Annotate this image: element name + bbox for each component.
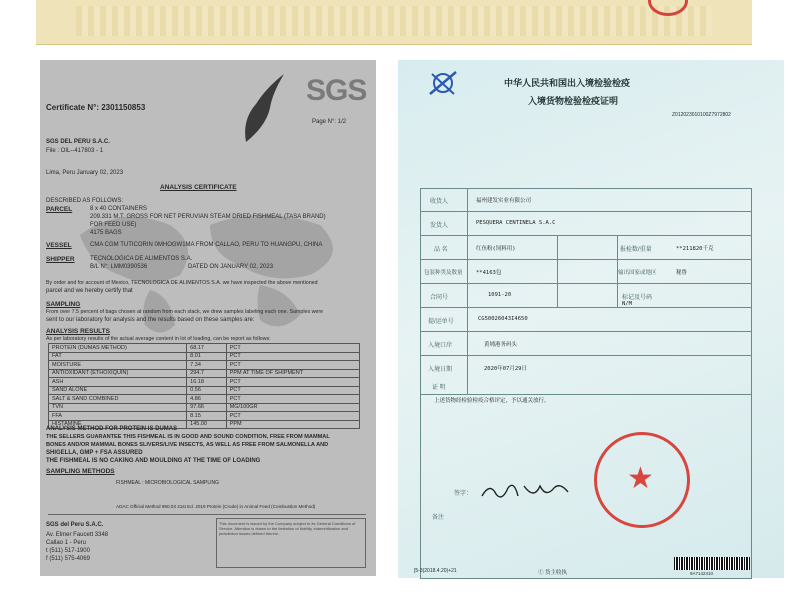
issue-date: Lima, Peru January 02, 2023 [46,170,124,176]
cn-certification-box [420,393,752,579]
copy-note: ① 货主收执 [538,570,568,576]
footer-address: Callao 1 - Peru [46,540,87,546]
cn-header-line2: 入境货物检验检疫证明 [528,97,619,107]
cn-inspection-certificate [398,60,784,578]
top-certificate-banner [36,0,752,45]
remark-label: 备注 [432,515,445,521]
contract-value: 1091-20 [488,292,512,298]
shipper-label: SHIPPER [46,256,75,263]
sampling-text: From over 7.5 percent of bags chosen at random from each stack, we drew samples labeling each one. Samples were [46,309,324,315]
order-text: parcel and we hereby certify that [46,288,133,294]
bl-text: B/L N°: LMM0390536 [90,264,148,270]
cn-header-line1: 中华人民共和国出入境检验检疫 [504,79,631,89]
table-row [49,361,360,370]
value-cell: 4.86 [187,395,227,404]
table-row [49,378,360,387]
unit-cell: PPM [226,420,359,429]
guarantee-text: THE FISHMEAL IS NO CAKING AND MOULDING AT THE TIME OF LOADING [46,458,261,464]
unit-cell: MG/100GR [226,403,359,412]
table-row [49,386,360,395]
order-text: By order and for account of Mexico, TECNOLOGICA DE ALIMENTOS S.A. we have inspected the above mentioned [46,280,318,286]
footer-address: Av. Elmer Faucett 3348 [46,532,109,538]
footer-fax: f (511) 575-4069 [46,556,90,562]
shipper-text: TECNOLOGICA DE ALIMENTOS S.A. [90,256,193,262]
parameter-cell: HISTAMINE [49,420,187,429]
parameter-cell: TVN [49,403,187,412]
vessel-text: CMA CGM TUTICORIN 0MHOGW1MA FROM CALLAO, PERU TO HUANGPU, CHINA [90,242,323,248]
package-label: 包装种类及数量 [424,270,463,276]
footer-company: SGS del Peru S.A.C. [46,522,104,528]
bill-value: CG50026043I4650 [478,316,528,322]
table-row [49,403,360,412]
package-value: **4163包 [476,270,502,276]
mark-value: N/M [622,301,632,307]
contract-label: 合同号 [430,295,449,301]
fishmeal-note: FISHMEAL : MICROBIOLOGICAL SAMPLING [116,480,219,486]
parameter-cell: FAT [49,352,187,361]
value-cell: 0.56 [187,386,227,395]
entry-port-value: 黄埔港务码头 [484,342,518,348]
terms-box [216,518,366,568]
consignee-value: 福州建发实业有限公司 [476,198,532,204]
certification-label: 证 明 [432,385,446,391]
company-name: SGS DEL PERU S.A.C. [46,139,110,145]
value-cell: 7.34 [187,361,227,370]
unit-cell: PPM AT TIME OF SHIPMENT [226,369,359,378]
terms-text: This document is issued by the Company subject to its General Conditions of Service. Attention is drawn to the limitation of liability, indemnification and jurisdiction issues defined therein. [219,521,356,536]
cn-form-grid [420,188,752,395]
value-cell: 68.17 [187,344,227,353]
form-code: [5-3(2018.4.20)+21 [414,568,457,574]
parameter-cell: SALT & SAND COMBINED [49,395,187,404]
sampling-label: SAMPLING [46,301,81,308]
guarantee-text: SHIGELLA, GMP + FSA ASSURED [46,450,143,456]
analysis-results-table [48,343,360,429]
cn-cert-number: Z012023010100Z7972802 [672,112,731,118]
unit-cell: PCT [226,412,359,421]
sgs-logo: SGS [306,74,367,107]
unit-cell: PCT [226,395,359,404]
value-cell: 8.01 [187,352,227,361]
handwritten-signature-icon [480,478,570,504]
value-cell: 16.18 [187,378,227,387]
quantity-label: 报检数/重量 [620,247,652,253]
results-label: ANALYSIS RESULTS [46,328,110,335]
adac-note: ADAC Official Method 990.03 21st Ed. 2019 Protein (Crude) in Animal Feed (Combustion Method) [116,504,316,509]
vessel-label: VESSEL [46,242,72,249]
shipper-value: PESQUERA CENTINELA S.A.C [476,220,556,226]
parcel-line: 4175 BAGS [90,230,122,236]
bill-label: 提/运单号 [428,319,454,325]
parameter-cell: MOISTURE [49,361,187,370]
unit-cell: PCT [226,344,359,353]
parcel-label: PARCEL [46,206,73,213]
guarantee-text: THE SELLERS GUARANTEE THIS FISHMEAL IS IN GOOD AND SOUND CONDITION, FREE FROM MAMMAL [46,434,330,440]
certificate-number: Certificate N°: 2301150853 [46,103,146,112]
ciq-emblem-icon [426,68,460,98]
analysis-title: ANALYSIS CERTIFICATE [160,184,237,191]
value-cell: 145.00 [187,420,227,429]
parcel-line: 209.331 M.T. GROSS FOR NET PERUVIAN STEAM DRIED FISHMEAL (TASA BRAND) [90,214,326,220]
shipper-label: 发货人 [430,223,449,229]
footer-phone: t (511) 517-1900 [46,548,90,554]
parameter-cell: ANTIOXIDANT (ETHOXIQUIN) [49,369,187,378]
unit-cell: PCT [226,386,359,395]
parameter-cell: ASH [49,378,187,387]
guarantee-text: BONES AND/OR MAMMAL BONES SLIVERS/LIVE INSECTS, AS WELL AS FREE FROM SALMONELLA AND [46,442,329,448]
table-row [49,395,360,404]
table-row [49,412,360,421]
divider [48,514,366,515]
sampling-methods-label: SAMPLING METHODS [46,468,115,475]
unit-cell: PCT [226,352,359,361]
results-intro: As per laboratory results of the actual average content in lot of loading, can be report as follows: [46,336,271,342]
unit-cell: PCT [226,378,359,387]
certification-text: 上述货物经检验检疫合格评定，予以通关放行。 [434,398,550,404]
table-row [49,352,360,361]
sgs-bird-emblem-icon [236,70,286,144]
entry-port-label: 入境口岸 [428,343,453,349]
official-red-stamp-icon: ★ [594,432,690,528]
mark-label: 标记及号码 [622,295,653,301]
unit-cell: PCT [226,361,359,370]
described-label: DESCRIBED AS FOLLOWS: [46,198,124,204]
value-cell: 294.7 [187,369,227,378]
barcode-icon [674,557,750,570]
signature-label: 签字： [454,491,473,497]
parcel-line: 8 x 40 CONTAINERS [90,206,147,212]
origin-label: 输出国家或地区 [618,270,657,276]
file-number: File : OIL--417803 - 1 [46,148,104,154]
parameter-cell: SAND ALONE [49,386,187,395]
product-name-value: 红鱼粉(饲料用) [476,246,516,252]
sampling-text: sent to our laboratory for analysis and the results based on these samples are: [46,317,255,323]
value-cell: 8.15 [187,412,227,421]
entry-date-value: 2020年07月29日 [484,366,527,372]
parameter-cell: PROTEIN (DUMAS METHOD) [49,344,187,353]
consignee-label: 收货人 [430,199,449,205]
product-name-label: 品 名 [434,247,448,253]
parameter-cell: FFA [49,412,187,421]
origin-value: 秘鲁 [676,270,688,276]
dated-text: DATED ON JANUARY 02, 2023 [188,264,274,270]
entry-date-label: 入境日期 [428,367,453,373]
value-cell: 97.66 [187,403,227,412]
banner-border-pattern [76,6,712,36]
parcel-line: FOR FEED USE) [90,222,137,228]
page-number: Page N°: 1/2 [312,119,347,125]
table-row [49,369,360,378]
barcode-text: 9A7142410 [690,571,714,576]
quantity-value: **211820千克 [676,246,714,252]
method-note: ANALYSIS METHOD FOR PROTEIN IS DUMAS [46,426,178,432]
table-row [49,344,360,353]
sgs-certificate [40,60,376,576]
